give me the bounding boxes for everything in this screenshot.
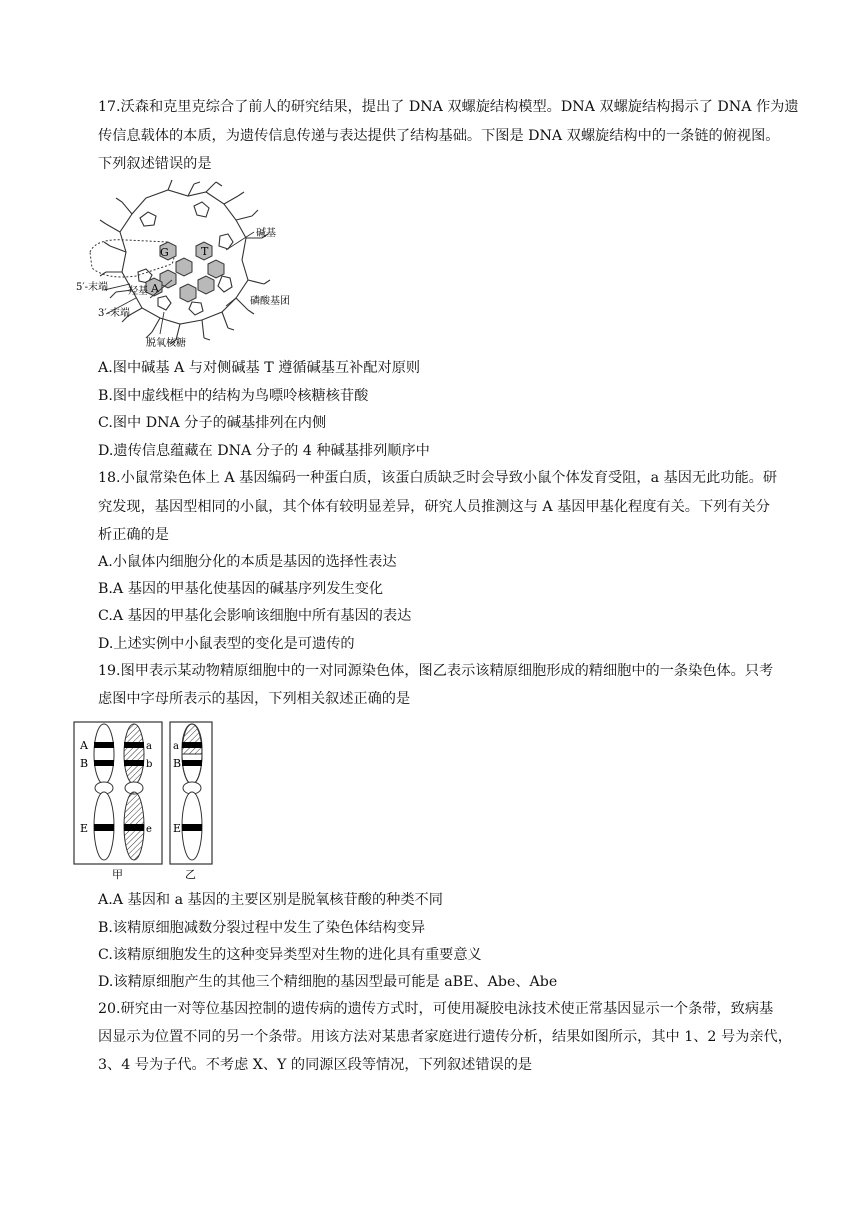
label-deoxyribose: 脱氧核糖 [146, 338, 186, 349]
gene-jia-A: A [80, 739, 88, 752]
q20-stem-line-2: 因显示为位置不同的另一个条带。用该方法对某患者家庭进行遗传分析，结果如图所示，其中 1、2 号为亲代， [98, 1029, 792, 1045]
q19-stem-line-2: 虑图中字母所表示的基因，下列相关叙述正确的是 [98, 691, 411, 707]
q18-stem-line-2: 究发现，基因型相同的小鼠，其个体有较明显差异，研究人员推测这与 A 基因甲基化程度有关。下列有关分 [98, 499, 770, 515]
gene-jia-e: e [146, 824, 152, 835]
caption-yi: 乙 [185, 868, 196, 881]
q17-option-b: B.图中虚线框中的结构为鸟嘌呤核糖核苷酸 [98, 388, 369, 404]
base-label-a: A [151, 282, 159, 295]
dna-strand-top-view-figure [76, 180, 306, 352]
q17-stem-line-2: 传信息载体的本质，为遗传信息传递与表达提供了结构基础。下图是 DNA 双螺旋结构中的一条链的俯视图。 [98, 128, 780, 144]
q18-option-d: D.上述实例中小鼠表型的变化是可遗传的 [98, 636, 355, 652]
q19-stem-line-1: 19.图甲表示某动物精原细胞中的一对同源染色体，图乙表示该精原细胞形成的精细胞中的一条染色体。只考 [98, 663, 774, 679]
q20-stem-line-1: 20.研究由一对等位基因控制的遗传病的遗传方式时，可使用凝胶电泳技术使正常基因显示一个条带，致病基 [98, 1001, 774, 1017]
q20-stem-line-3: 3、4 号为子代。不考虑 X、Y 的同源区段等情况，下列叙述错误的是 [98, 1057, 533, 1073]
q17-stem-line-3: 下列叙述错误的是 [98, 156, 212, 172]
chromosome-figure [72, 718, 218, 884]
q19-option-d: D.该精原细胞产生的其他三个精细胞的基因型最可能是 aBE、Abe、Abe [98, 974, 558, 990]
gene-yi-B: B [173, 757, 182, 770]
dna-diagram [76, 180, 306, 352]
label-5-end: 5′-末端 [76, 282, 109, 293]
label-phosphate: 磷酸基团 [250, 296, 290, 307]
gene-jia-B: B [80, 757, 89, 770]
base-label-g: G [160, 246, 169, 259]
q17-option-a: A.图中碱基 A 与对侧碱基 T 遵循碱基互补配对原则 [98, 360, 421, 376]
q17-option-c: C.图中 DNA 分子的碱基排列在内侧 [98, 415, 327, 431]
gene-yi-E: E [173, 822, 182, 835]
q19-option-a: A.A 基因和 a 基因的主要区别是脱氧核苷酸的种类不同 [98, 892, 443, 908]
q18-option-a: A.小鼠体内细胞分化的本质是基因的选择性表达 [98, 554, 397, 570]
label-3-end: 3′-末端 [98, 308, 131, 319]
q19-option-c: C.该精原细胞发生的这种变异类型对生物的进化具有重要意义 [98, 947, 482, 963]
q17-stem-line-1: 17.沃森和克里克综合了前人的研究结果，提出了 DNA 双螺旋结构模型。DNA 双螺旋结构揭示了 DNA 作为遗 [98, 99, 799, 115]
q18-stem-line-1: 18.小鼠常染色体上 A 基因编码一种蛋白质，该蛋白质缺乏时会导致小鼠个体发育受阻，a 基因无此功能。研 [98, 470, 778, 486]
gene-jia-b: b [146, 759, 153, 770]
caption-jia: 甲 [112, 868, 123, 881]
q19-option-b: B.该精原细胞减数分裂过程中发生了染色体结构变异 [98, 920, 426, 936]
gene-jia-a: a [146, 741, 152, 752]
gene-yi-a: a [173, 741, 179, 752]
q18-stem-line-3: 析正确的是 [98, 527, 169, 543]
chromosome-diagram [72, 718, 218, 884]
label-base: 碱基 [256, 228, 276, 239]
q18-option-c: C.A 基因的甲基化会影响该细胞中所有基因的表达 [98, 608, 412, 624]
gene-jia-E: E [80, 822, 89, 835]
q18-option-b: B.A 基因的甲基化使基因的碱基序列发生变化 [98, 581, 384, 597]
base-label-t: T [201, 245, 209, 258]
q17-option-d: D.遗传信息蕴藏在 DNA 分子的 4 种碱基排列顺序中 [98, 443, 430, 459]
label-hydroxyl: 羟基 [128, 286, 148, 297]
